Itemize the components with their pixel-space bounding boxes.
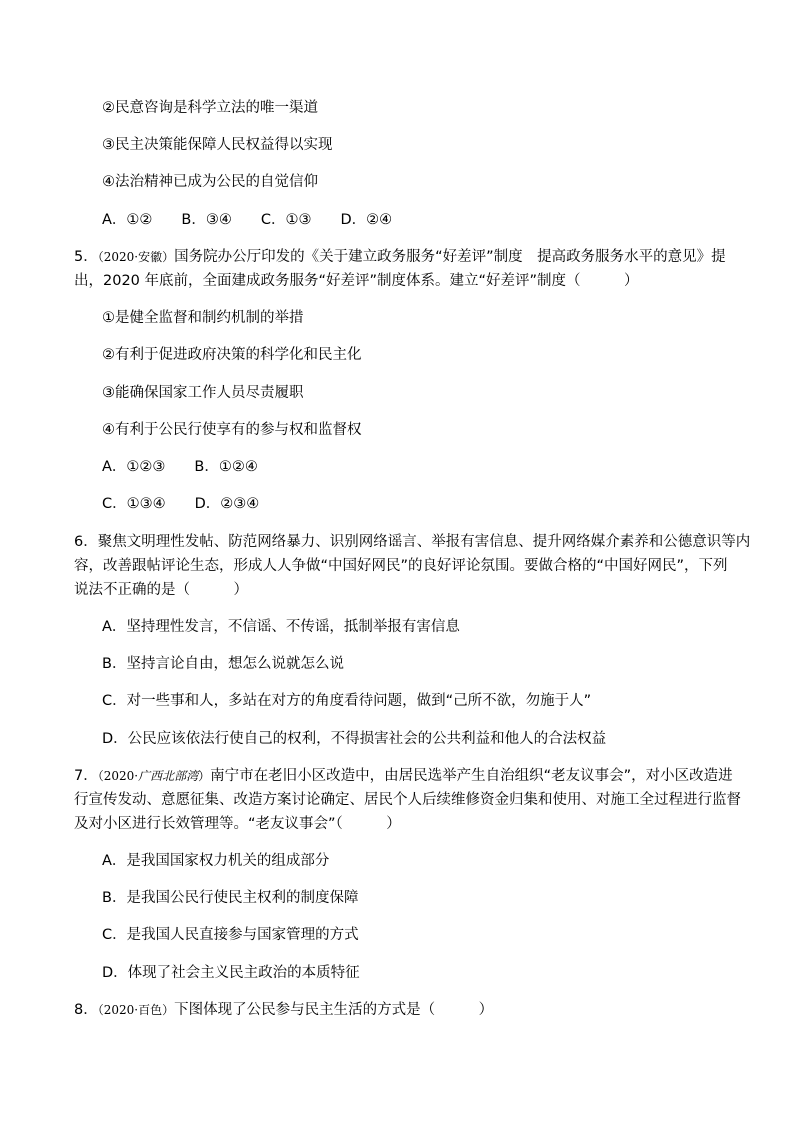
option-c: C．是我国人民直接参与国家管理的方式 [102,927,359,943]
statement-item: ②有利于促进政府决策的科学化和民主化 [102,347,362,363]
question-number: 5． [74,249,98,265]
option-item: ②民意咨询是科学立法的唯一渠道 [102,100,318,116]
question-text: 及对小区进行长效管理等。“老友议事会”（ ） [74,816,401,832]
option-item: ④法治精神已成为公民的自觉信仰 [102,174,318,190]
option-b: B．坚持言论自由，想怎么说就怎么说 [102,656,344,672]
question-source-suffix: ） [198,769,211,783]
statement-item: ①是健全监督和制约机制的举措 [102,310,304,326]
question-source-prefix: （2020· [97,769,139,783]
question-text: 下图体现了公民参与民主生活的方式是（ ） [174,1002,494,1018]
question-number: 8． [74,1002,98,1018]
answer-choices: C．①③④ D．②③④ [102,496,260,512]
question-text: 容，改善跟帖评论生态，形成人人争做“中国好网民”的良好评论氛围。要做合格的“中国好网民”，下列 [74,558,728,574]
question-text: 国务院办公厅印发的《关于建立政务服务“好差评”制度 提高政务服务水平的意见》提 [174,249,726,265]
question-text: 南宁市在老旧小区改造中，由居民选举产生自治组织“老友议事会”，对小区改造进 [210,768,733,784]
option-a: A．坚持理性发言，不信谣、不传谣，抵制举报有害信息 [102,619,460,635]
option-b: B．是我国公民行使民主权利的制度保障 [102,890,359,906]
question-7-stem [74,766,733,786]
question-text: 出，2020 年底前，全面建成政务服务“好差评”制度体系。建立“好差评”制度（ ） [74,273,639,289]
question-number: 6． [74,534,98,550]
question-text: 说法不正确的是（ ） [74,582,248,598]
statement-item: ④有利于公民行使享有的参与权和监督权 [102,422,362,438]
question-6-stem [74,532,750,552]
question-source: （2020·安徽） [97,250,175,264]
option-d: D．公民应该依法行使自己的权利，不得损害社会的公共利益和他人的合法权益 [102,731,607,747]
question-source-region: 广西北部湾 [138,769,199,783]
option-item: ③民主决策能保障人民权益得以实现 [102,137,333,153]
question-text: 聚焦文明理性发帖、防范网络暴力、识别网络谣言、举报有害信息、提升网络媒介素养和公德意识等内 [97,534,751,550]
option-c: C．对一些事和人，多站在对方的角度看待问题，做到“己所不欲，勿施于人” [102,693,592,709]
question-source: （2020·百色） [97,1003,175,1017]
option-d: D．体现了社会主义民主政治的本质特征 [102,965,360,981]
question-8-stem [74,1000,493,1020]
question-number: 7． [74,768,98,784]
answer-choices: A．①②③ B．①②④ [102,459,258,475]
option-a: A．是我国国家权力机关的组成部分 [102,853,330,869]
question-5-stem [74,247,726,267]
answer-choices: A．①② B．③④ C．①③ D．②④ [102,212,393,228]
statement-item: ③能确保国家工作人员尽责履职 [102,385,304,401]
question-text: 行宣传发动、意愿征集、改造方案讨论确定、居民个人后续维修资金归集和使用、对施工全过程进行监督 [74,792,741,808]
